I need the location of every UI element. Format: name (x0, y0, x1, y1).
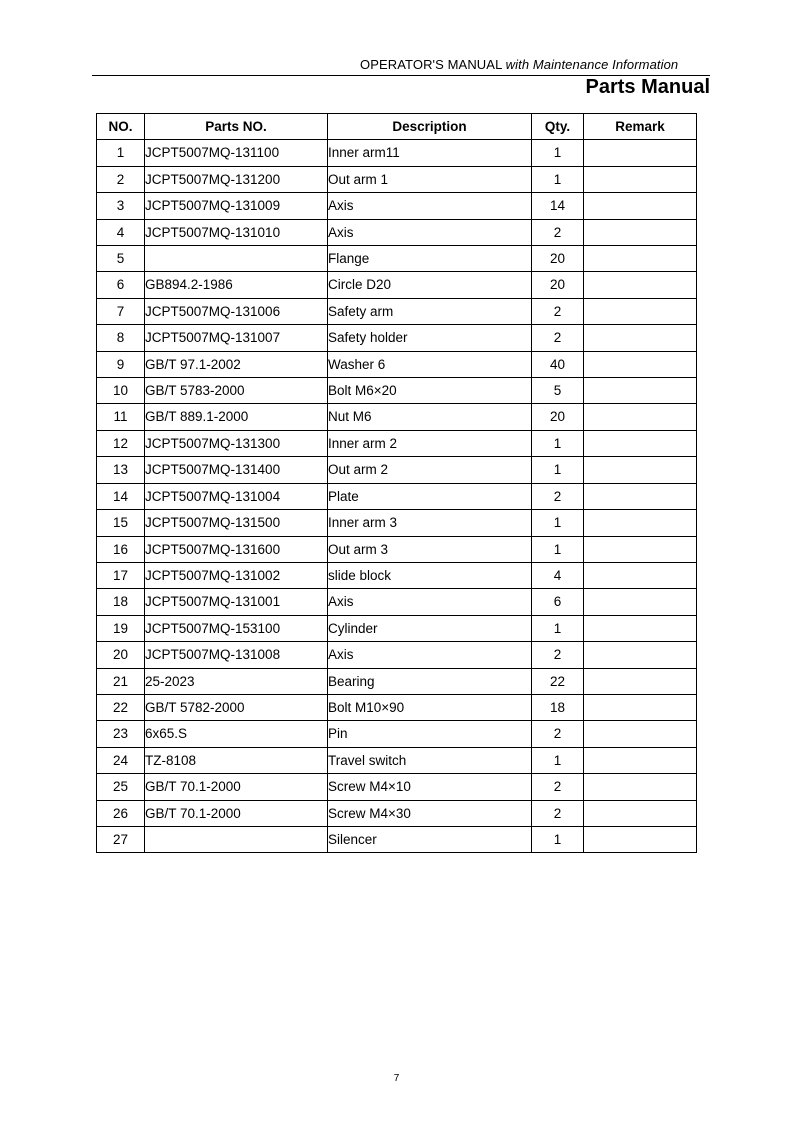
cell-qty: 1 (532, 826, 584, 852)
table-row (97, 694, 697, 720)
cell-remark (584, 800, 697, 826)
cell-remark (584, 536, 697, 562)
cell-no: 2 (97, 166, 145, 192)
table-row (97, 615, 697, 641)
cell-parts-no: TZ-8108 (145, 747, 328, 773)
cell-parts-no: GB/T 70.1-2000 (145, 774, 328, 800)
cell-no: 9 (97, 351, 145, 377)
table-row (97, 404, 697, 430)
cell-qty: 40 (532, 351, 584, 377)
cell-no: 15 (97, 510, 145, 536)
cell-parts-no: JCPT5007MQ-131006 (145, 298, 328, 324)
cell-description: Out arm 1 (328, 166, 532, 192)
section-title: Parts Manual (585, 76, 710, 98)
cell-description: Bolt M6×20 (328, 378, 532, 404)
cell-description: Plate (328, 483, 532, 509)
cell-remark (584, 562, 697, 588)
cell-no: 5 (97, 246, 145, 272)
cell-qty: 1 (532, 140, 584, 166)
table-row (97, 536, 697, 562)
cell-no: 12 (97, 430, 145, 456)
cell-parts-no: JCPT5007MQ-131600 (145, 536, 328, 562)
cell-no: 16 (97, 536, 145, 562)
cell-qty: 1 (532, 510, 584, 536)
table-row (97, 193, 697, 219)
column-header-parts-no: Parts NO. (145, 114, 328, 140)
cell-no: 24 (97, 747, 145, 773)
cell-qty: 1 (532, 430, 584, 456)
cell-description: Safety holder (328, 325, 532, 351)
cell-remark (584, 166, 697, 192)
cell-parts-no: JCPT5007MQ-131400 (145, 457, 328, 483)
cell-parts-no: JCPT5007MQ-131009 (145, 193, 328, 219)
table-row (97, 166, 697, 192)
cell-qty: 20 (532, 404, 584, 430)
table-row (97, 430, 697, 456)
cell-no: 21 (97, 668, 145, 694)
cell-qty: 2 (532, 298, 584, 324)
table-row (97, 219, 697, 245)
cell-remark (584, 510, 697, 536)
cell-description: Bearing (328, 668, 532, 694)
cell-qty: 20 (532, 272, 584, 298)
cell-no: 11 (97, 404, 145, 430)
cell-description: Cylinder (328, 615, 532, 641)
cell-description: Washer 6 (328, 351, 532, 377)
cell-qty: 20 (532, 246, 584, 272)
cell-remark (584, 826, 697, 852)
cell-qty: 2 (532, 800, 584, 826)
running-header (360, 57, 678, 72)
cell-remark (584, 193, 697, 219)
table-row (97, 721, 697, 747)
cell-description: Inner arm 2 (328, 430, 532, 456)
table-row (97, 298, 697, 324)
cell-remark (584, 378, 697, 404)
cell-remark (584, 457, 697, 483)
cell-no: 10 (97, 378, 145, 404)
cell-no: 19 (97, 615, 145, 641)
cell-description: Silencer (328, 826, 532, 852)
cell-no: 13 (97, 457, 145, 483)
cell-no: 23 (97, 721, 145, 747)
table-row (97, 272, 697, 298)
column-header-description: Description (328, 114, 532, 140)
cell-no: 3 (97, 193, 145, 219)
cell-remark (584, 747, 697, 773)
cell-parts-no: JCPT5007MQ-131500 (145, 510, 328, 536)
cell-description: Screw M4×30 (328, 800, 532, 826)
cell-no: 4 (97, 219, 145, 245)
table-row (97, 457, 697, 483)
cell-remark (584, 668, 697, 694)
cell-qty: 22 (532, 668, 584, 694)
table-row (97, 325, 697, 351)
table-row (97, 562, 697, 588)
cell-remark (584, 140, 697, 166)
cell-qty: 2 (532, 219, 584, 245)
cell-qty: 6 (532, 589, 584, 615)
table-row (97, 589, 697, 615)
cell-parts-no: GB/T 70.1-2000 (145, 800, 328, 826)
cell-parts-no: JCPT5007MQ-131200 (145, 166, 328, 192)
cell-no: 8 (97, 325, 145, 351)
cell-parts-no: 6x65.S (145, 721, 328, 747)
cell-no: 22 (97, 694, 145, 720)
cell-parts-no: JCPT5007MQ-131001 (145, 589, 328, 615)
column-header-no: NO. (97, 114, 145, 140)
table-row (97, 826, 697, 852)
cell-parts-no: JCPT5007MQ-131300 (145, 430, 328, 456)
cell-remark (584, 721, 697, 747)
cell-no: 27 (97, 826, 145, 852)
manual-subtitle: with Maintenance Information (505, 57, 679, 72)
cell-description: Inner arm11 (328, 140, 532, 166)
cell-remark (584, 404, 697, 430)
cell-qty: 18 (532, 694, 584, 720)
cell-remark (584, 642, 697, 668)
cell-description: slide block (328, 562, 532, 588)
cell-parts-no: JCPT5007MQ-131010 (145, 219, 328, 245)
cell-remark (584, 483, 697, 509)
cell-parts-no: GB/T 5783-2000 (145, 378, 328, 404)
cell-parts-no: GB/T 5782-2000 (145, 694, 328, 720)
table-row (97, 378, 697, 404)
table-row (97, 668, 697, 694)
table-header-row (97, 114, 697, 140)
table-row (97, 140, 697, 166)
cell-description: Axis (328, 642, 532, 668)
cell-remark (584, 298, 697, 324)
manual-name: OPERATOR'S MANUAL (360, 57, 502, 72)
cell-parts-no: JCPT5007MQ-131002 (145, 562, 328, 588)
cell-parts-no: JCPT5007MQ-131007 (145, 325, 328, 351)
cell-qty: 1 (532, 747, 584, 773)
cell-qty: 2 (532, 774, 584, 800)
cell-remark (584, 219, 697, 245)
cell-description: Safety arm (328, 298, 532, 324)
cell-qty: 1 (532, 457, 584, 483)
cell-no: 1 (97, 140, 145, 166)
table-row (97, 510, 697, 536)
cell-qty: 2 (532, 721, 584, 747)
table-row (97, 483, 697, 509)
cell-description: Axis (328, 589, 532, 615)
parts-table-body (97, 140, 697, 853)
cell-no: 14 (97, 483, 145, 509)
table-row (97, 747, 697, 773)
cell-no: 26 (97, 800, 145, 826)
cell-description: Circle D20 (328, 272, 532, 298)
parts-table (96, 113, 697, 853)
cell-remark (584, 351, 697, 377)
cell-qty: 1 (532, 536, 584, 562)
cell-qty: 5 (532, 378, 584, 404)
cell-description: Out arm 3 (328, 536, 532, 562)
cell-description: Flange (328, 246, 532, 272)
table-row (97, 351, 697, 377)
cell-remark (584, 246, 697, 272)
cell-qty: 2 (532, 483, 584, 509)
table-row (97, 800, 697, 826)
cell-remark (584, 774, 697, 800)
cell-description: Out arm 2 (328, 457, 532, 483)
cell-parts-no (145, 246, 328, 272)
cell-description: Bolt M10×90 (328, 694, 532, 720)
cell-description: Screw M4×10 (328, 774, 532, 800)
cell-no: 17 (97, 562, 145, 588)
cell-description: Pin (328, 721, 532, 747)
cell-parts-no (145, 826, 328, 852)
cell-description: Axis (328, 193, 532, 219)
column-header-qty: Qty. (532, 114, 584, 140)
cell-no: 20 (97, 642, 145, 668)
cell-no: 18 (97, 589, 145, 615)
cell-remark (584, 694, 697, 720)
cell-description: Nut M6 (328, 404, 532, 430)
cell-no: 6 (97, 272, 145, 298)
cell-remark (584, 325, 697, 351)
cell-parts-no: JCPT5007MQ-153100 (145, 615, 328, 641)
cell-remark (584, 272, 697, 298)
cell-description: Inner arm 3 (328, 510, 532, 536)
column-header-remark: Remark (584, 114, 697, 140)
cell-description: Axis (328, 219, 532, 245)
cell-description: Travel switch (328, 747, 532, 773)
cell-qty: 1 (532, 166, 584, 192)
cell-no: 7 (97, 298, 145, 324)
cell-parts-no: GB/T 889.1-2000 (145, 404, 328, 430)
cell-qty: 4 (532, 562, 584, 588)
cell-parts-no: GB/T 97.1-2002 (145, 351, 328, 377)
cell-qty: 1 (532, 615, 584, 641)
cell-remark (584, 615, 697, 641)
cell-qty: 2 (532, 642, 584, 668)
cell-remark (584, 430, 697, 456)
cell-parts-no: JCPT5007MQ-131100 (145, 140, 328, 166)
table-row (97, 774, 697, 800)
page-number: 7 (393, 1073, 400, 1084)
table-row (97, 642, 697, 668)
cell-parts-no: GB894.2-1986 (145, 272, 328, 298)
table-row (97, 246, 697, 272)
cell-parts-no: JCPT5007MQ-131008 (145, 642, 328, 668)
cell-parts-no: JCPT5007MQ-131004 (145, 483, 328, 509)
cell-remark (584, 589, 697, 615)
cell-no: 25 (97, 774, 145, 800)
cell-qty: 14 (532, 193, 584, 219)
cell-qty: 2 (532, 325, 584, 351)
cell-parts-no: 25-2023 (145, 668, 328, 694)
